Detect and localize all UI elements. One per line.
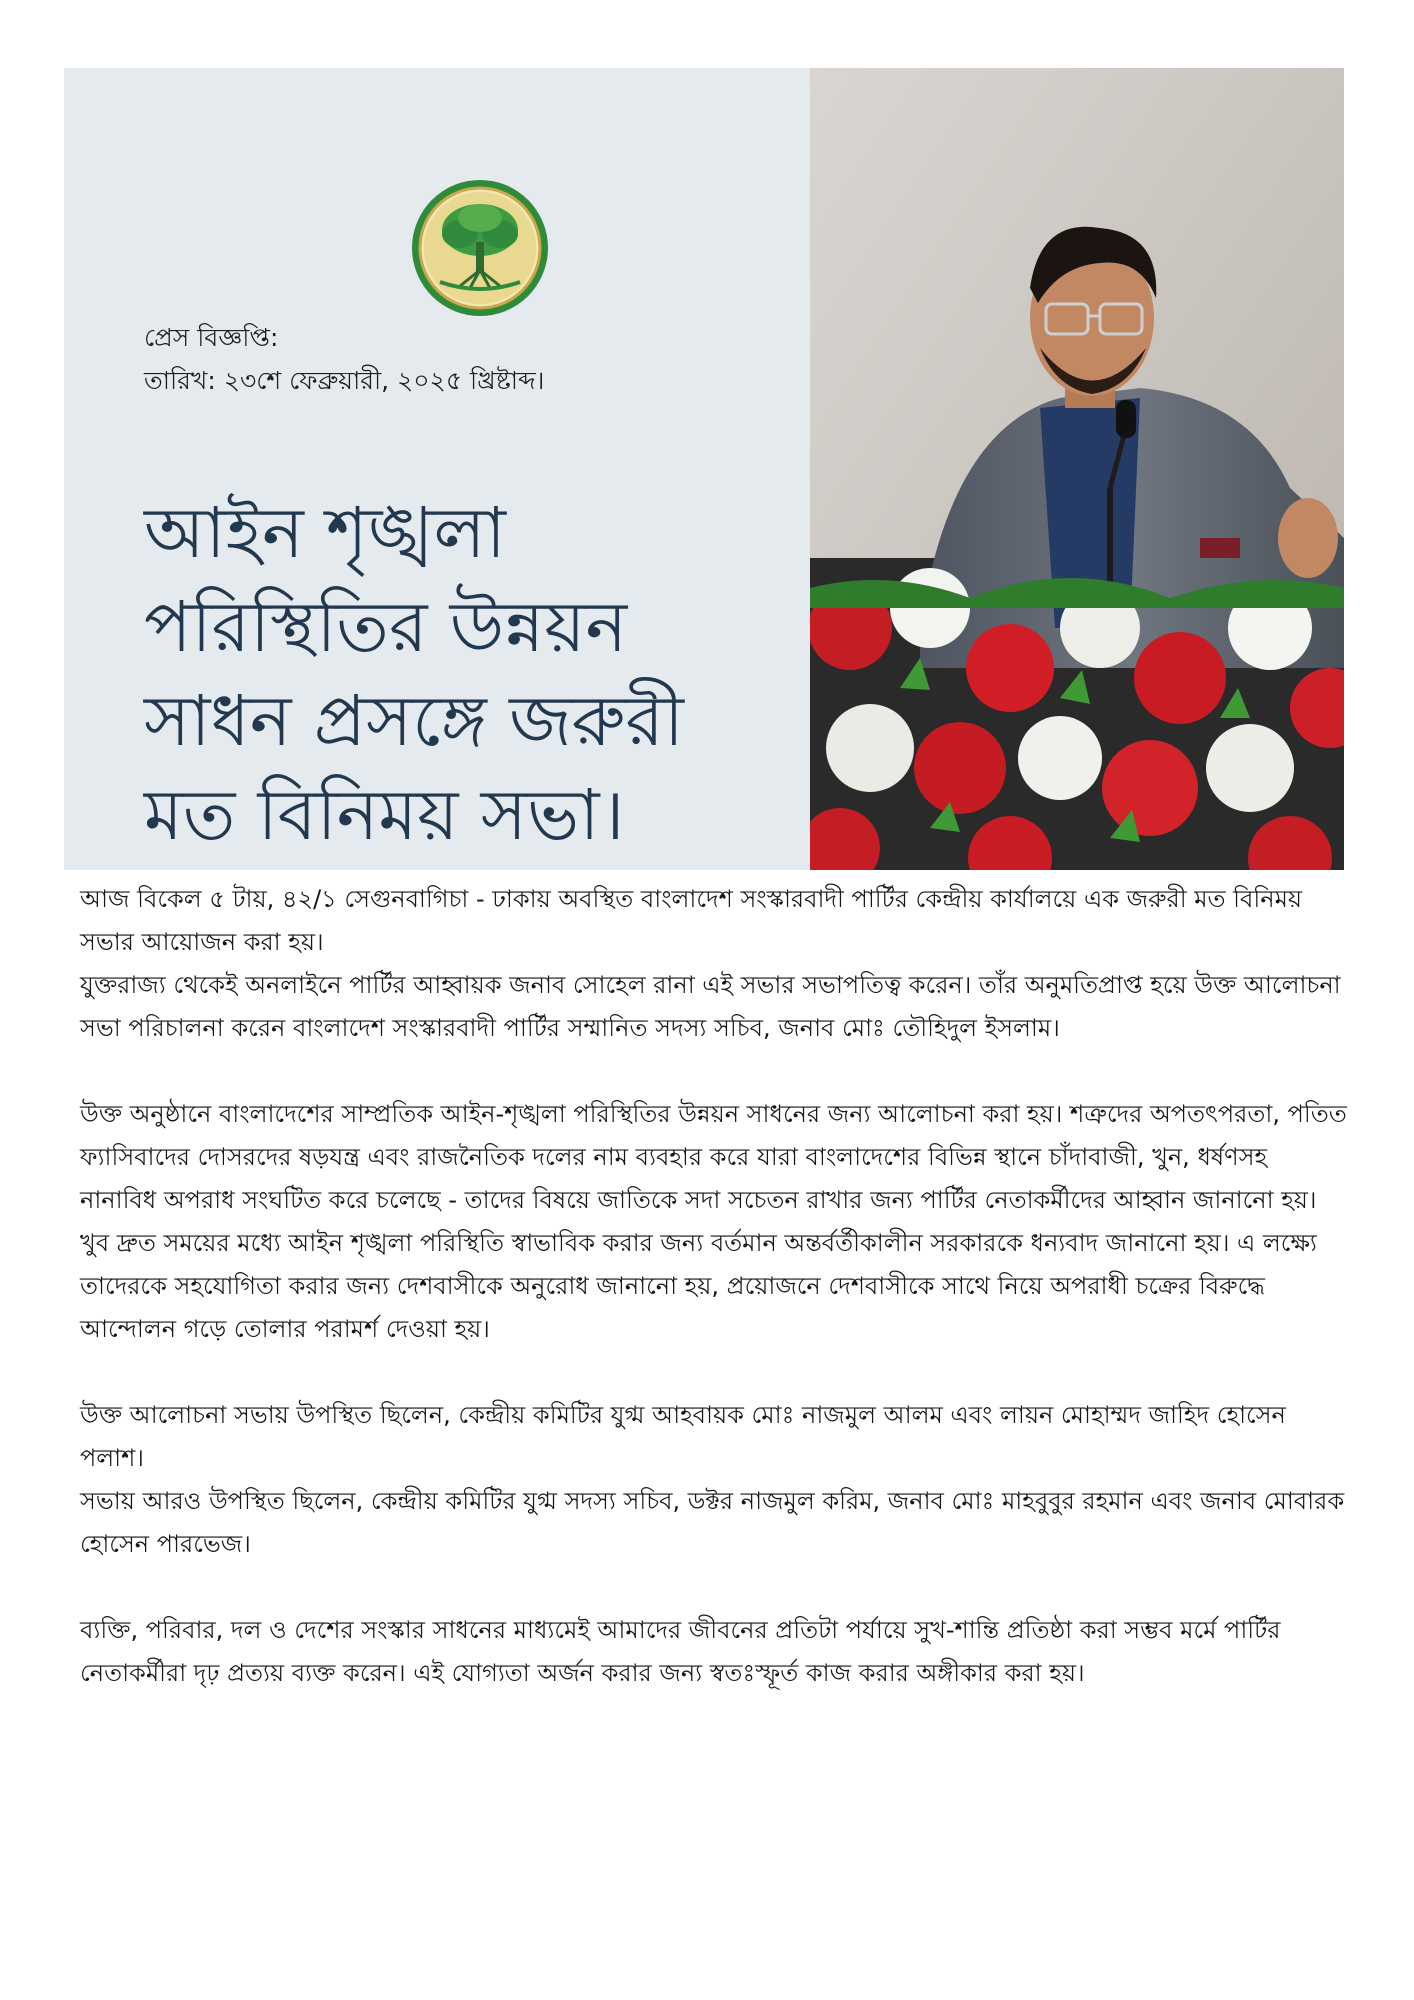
headline-line: সাধন প্রসঙ্গে জরুরী	[144, 680, 684, 762]
headline-line: আইন শৃঙ্খলা	[144, 492, 506, 574]
headline-line: মত বিনিময় সভা।	[144, 774, 625, 856]
body-paragraph: খুব দ্রুত সময়ের মধ্যে আইন শৃঙ্খলা পরিস্থিতি স্বাভাবিক করার জন্য বর্তমান অন্তর্বর্তীকালীন সরকারকে ধন্যবাদ জানানো হয়। এ লক্ষ্যে তাদেরকে সহযোগিতা করার জন্য দেশবাসীকে অনুরোধ জানানো হয়, প্রয়োজনে দেশবাসীকে সাথে নিয়ে অপরাধী চক্রের বিরুদ্ধে আন্দোলন গড়ে তোলার পরামর্শ দেওয়া হয়।	[80, 1229, 1317, 1343]
body-paragraph: উক্ত অনুষ্ঠানে বাংলাদেশের সাম্প্রতিক আইন-শৃঙ্খলা পরিস্থিতির উন্নয়ন সাধনের জন্য আলোচনা করা হয়। শত্রুদের অপতৎপরতা, পতিত ফ্যাসিবাদের দোসরদের ষড়যন্ত্র এবং রাজনৈতিক দলের নাম ব্যবহার করে যারা বাংলাদেশের বিভিন্ন স্থানে চাঁদাবাজী, খুন, ধর্ষণসহ নানাবিধ অপরাধ সংঘটিত করে চলেছে - তাদের বিষয়ে জাতিকে সদা সচেতন রাখার জন্য পার্টির নেতাকর্মীদের আহ্বান জানানো হয়।	[80, 1100, 1347, 1214]
article-body	[80, 878, 1348, 1695]
press-release-label: প্রেস বিজ্ঞপ্তি:	[144, 323, 279, 352]
press-info	[144, 316, 544, 402]
tree-logo-icon	[410, 178, 550, 318]
body-paragraph: আজ বিকেল ৫ টায়, ৪২/১ সেগুনবাগিচা - ঢাকায় অবস্থিত বাংলাদেশ সংস্কারবাদী পার্টির কেন্দ্রীয় কার্যালয়ে এক জরুরী মত বিনিময় সভার আয়োজন করা হয়।	[80, 885, 1303, 956]
body-paragraph: সভায় আরও উপস্থিত ছিলেন, কেন্দ্রীয় কমিটির যুগ্ম সদস্য সচিব, ডক্টর নাজমুল করিম, জনাব মোঃ মাহবুবুর রহমান এবং জনাব মোবারক হোসেন পারভেজ।	[80, 1487, 1345, 1558]
headline	[144, 486, 864, 862]
body-paragraph: যুক্তরাজ্য থেকেই অনলাইনে পার্টির আহ্বায়ক জনাব সোহেল রানা এই সভার সভাপতিত্ব করেন। তাঁর অনুমতিপ্রাপ্ত হয়ে উক্ত আলোচনা সভা পরিচালনা করেন বাংলাদেশ সংস্কারবাদী পার্টির সম্মানিত সদস্য সচিব, জনাব মোঃ তৌহিদুল ইসলাম।	[80, 971, 1341, 1042]
header-panel	[64, 68, 810, 870]
speaker-photo	[810, 68, 1344, 870]
press-release-date: তারিখ: ২৩শে ফেব্রুয়ারী, ২০২৫ খ্রিষ্টাব্দ।	[144, 366, 545, 395]
body-paragraph: ব্যক্তি, পরিবার, দল ও দেশের সংস্কার সাধনের মাধ্যমেই আমাদের জীবনের প্রতিটা পর্যায়ে সুখ-শান্তি প্রতিষ্ঠা করা সম্ভব মর্মে পার্টির নেতাকর্মীরা দৃঢ় প্রত্যয় ব্যক্ত করেন। এই যোগ্যতা অর্জন করার জন্য স্বতঃস্ফূর্ত কাজ করার অঙ্গীকার করা হয়।	[80, 1616, 1281, 1687]
body-paragraph: উক্ত আলোচনা সভায় উপস্থিত ছিলেন, কেন্দ্রীয় কমিটির যুগ্ম আহবায়ক মোঃ নাজমুল আলম এবং লায়ন মোহাম্মদ জাহিদ হোসেন পলাশ।	[80, 1401, 1286, 1472]
headline-line: পরিস্থিতির উন্নয়ন	[144, 586, 628, 668]
